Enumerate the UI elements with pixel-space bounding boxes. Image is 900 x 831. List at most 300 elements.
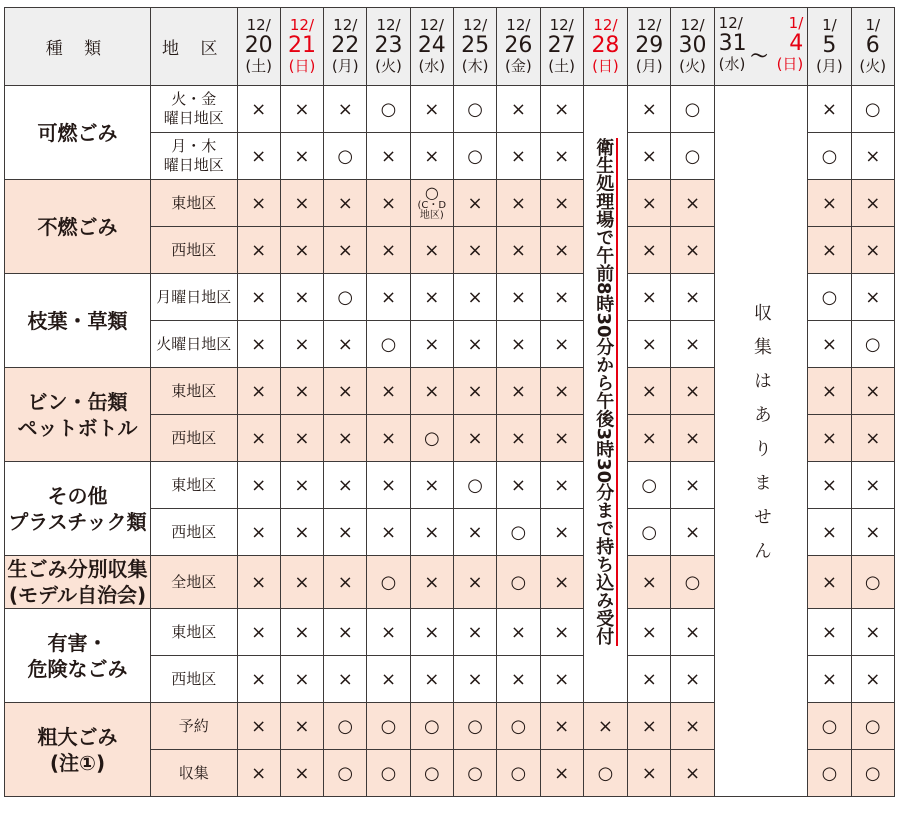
- mark: ×: [251, 571, 267, 593]
- schedule-cell: [628, 556, 671, 609]
- mark: ×: [684, 668, 701, 690]
- schedule-cell: [851, 180, 894, 227]
- schedule-cell: [410, 180, 453, 227]
- mark: ×: [554, 668, 570, 690]
- no-collection-cell: [714, 86, 808, 797]
- mark: ×: [251, 192, 267, 214]
- schedule-cell: [540, 556, 583, 609]
- schedule-cell: [453, 133, 496, 180]
- area-name: 東地区: [171, 622, 217, 641]
- mark: ×: [554, 239, 570, 261]
- mark: ×: [684, 333, 701, 355]
- mark: ×: [337, 333, 353, 355]
- mark: ×: [821, 239, 837, 261]
- area-label: [150, 556, 237, 609]
- area-label: [150, 368, 237, 415]
- mark: ×: [865, 474, 881, 496]
- mark: ×: [337, 98, 353, 120]
- mark: ○: [821, 762, 838, 784]
- schedule-cell: [497, 368, 540, 415]
- schedule-cell: [808, 321, 851, 368]
- schedule-cell: [628, 703, 671, 750]
- mark: ×: [684, 715, 701, 737]
- schedule-cell: [540, 656, 583, 703]
- schedule-cell: [540, 462, 583, 509]
- schedule-cell: [280, 133, 323, 180]
- mark: ×: [865, 668, 881, 690]
- area-name: 西地区: [171, 522, 217, 541]
- mark: ×: [554, 98, 570, 120]
- mark: ×: [821, 380, 837, 402]
- area-name: 月・木 曜日地区: [163, 137, 224, 174]
- mark: ×: [294, 145, 310, 167]
- schedule-cell: [851, 703, 894, 750]
- mark: ○: [684, 571, 701, 593]
- area-label: [150, 656, 237, 703]
- schedule-cell: [540, 609, 583, 656]
- schedule-cell: [453, 274, 496, 321]
- mark: ×: [424, 380, 440, 402]
- mark: ○: [380, 762, 397, 784]
- date-header: [453, 8, 496, 86]
- mark: ○: [467, 715, 483, 737]
- mark: ×: [554, 427, 570, 449]
- category-name: 粗大ごみ (注①): [37, 724, 118, 775]
- schedule-cell: [453, 86, 496, 133]
- area-name: 東地区: [171, 475, 217, 494]
- date-month: 12/: [718, 14, 743, 32]
- mark: ×: [684, 521, 701, 543]
- schedule-cell: [497, 415, 540, 462]
- schedule-cell: [628, 86, 671, 133]
- area-label: [150, 321, 237, 368]
- area-label: [150, 415, 237, 462]
- mark: ×: [641, 668, 657, 690]
- mark: ×: [294, 333, 310, 355]
- category-name: 不燃ごみ: [37, 214, 118, 239]
- mark: ×: [821, 521, 837, 543]
- mark: ×: [510, 621, 526, 643]
- mark: ×: [380, 239, 397, 261]
- mark: ×: [510, 98, 526, 120]
- schedule-cell: [540, 86, 583, 133]
- schedule-cell: [497, 556, 540, 609]
- schedule-cell: [851, 415, 894, 462]
- date-header: [367, 8, 410, 86]
- schedule-cell: [851, 133, 894, 180]
- schedule-cell: [367, 656, 410, 703]
- schedule-cell: [671, 227, 714, 274]
- date-weekday: (土): [245, 57, 273, 76]
- mark: ×: [294, 668, 310, 690]
- no-collection-note: 収集はありません: [750, 303, 772, 575]
- schedule-cell: [851, 609, 894, 656]
- category-label: [5, 462, 151, 556]
- schedule-cell: [497, 274, 540, 321]
- schedule-cell: [280, 227, 323, 274]
- mark: ×: [251, 668, 267, 690]
- mark: ×: [821, 427, 837, 449]
- schedule-cell: [280, 321, 323, 368]
- schedule-cell: [280, 86, 323, 133]
- schedule-cell: [628, 274, 671, 321]
- mark: ○: [337, 715, 354, 737]
- schedule-cell: [497, 609, 540, 656]
- area-name: 西地区: [171, 240, 217, 259]
- mark: ×: [294, 380, 310, 402]
- mark: ×: [554, 145, 570, 167]
- area-name: 西地区: [171, 428, 217, 447]
- schedule-cell: [851, 556, 894, 609]
- mark: ×: [641, 192, 657, 214]
- schedule-cell: [671, 368, 714, 415]
- mark: ×: [467, 621, 483, 643]
- mark: ×: [510, 239, 526, 261]
- schedule-cell: [324, 703, 367, 750]
- schedule-cell: [324, 368, 367, 415]
- mark: ×: [554, 715, 570, 737]
- schedule-cell: [851, 656, 894, 703]
- schedule-cell: [324, 227, 367, 274]
- schedule-cell: [851, 462, 894, 509]
- mark: ×: [641, 571, 657, 593]
- mark: ×: [641, 621, 657, 643]
- schedule-cell: [237, 227, 280, 274]
- schedule-cell: [324, 86, 367, 133]
- schedule-cell: [497, 227, 540, 274]
- date-weekday: (日): [776, 54, 804, 73]
- schedule-cell: [324, 274, 367, 321]
- mark: ×: [641, 333, 657, 355]
- mark: ×: [865, 286, 881, 308]
- schedule-cell: [808, 703, 851, 750]
- schedule-cell: [628, 609, 671, 656]
- mark: ×: [641, 286, 657, 308]
- mark: ×: [510, 380, 526, 402]
- mark: ○: [380, 333, 397, 355]
- mark: ×: [641, 380, 657, 402]
- mark: ○: [467, 145, 483, 167]
- mark: ×: [821, 98, 837, 120]
- category-label: [5, 556, 151, 609]
- schedule-cell: [324, 180, 367, 227]
- schedule-cell: [540, 133, 583, 180]
- mark: ×: [684, 762, 701, 784]
- schedule-cell: [628, 750, 671, 797]
- mark: ×: [251, 239, 267, 261]
- mark: ×: [684, 286, 701, 308]
- date-weekday: (月): [635, 57, 663, 76]
- schedule-cell: [628, 321, 671, 368]
- mark: ×: [684, 427, 701, 449]
- mark: ×: [294, 286, 310, 308]
- schedule-cell: [280, 656, 323, 703]
- mark: ×: [641, 715, 657, 737]
- mark: ○: [510, 571, 527, 593]
- mark: ×: [641, 427, 657, 449]
- mark: ×: [821, 668, 837, 690]
- category-name: ビン・缶類 ペットボトル: [17, 389, 138, 440]
- schedule-cell: [280, 703, 323, 750]
- area-name: 東地区: [171, 193, 217, 212]
- mark: ×: [337, 239, 353, 261]
- schedule-cell: [237, 321, 280, 368]
- schedule-cell: [324, 321, 367, 368]
- schedule-cell: [540, 415, 583, 462]
- date-month: 12/: [376, 16, 401, 35]
- mark: ×: [380, 521, 397, 543]
- mark: ○: [424, 182, 439, 202]
- schedule-cell: [628, 227, 671, 274]
- schedule-cell: [367, 86, 410, 133]
- schedule-cell: [453, 703, 496, 750]
- schedule-cell: [808, 750, 851, 797]
- date-header: [540, 8, 583, 86]
- schedule-cell: [237, 462, 280, 509]
- schedule-cell: [367, 556, 410, 609]
- area-name: 全地区: [171, 572, 217, 591]
- date-month: 12/: [637, 16, 662, 35]
- date-weekday: (水): [418, 57, 446, 76]
- mark: ×: [337, 571, 353, 593]
- mark: ○: [864, 571, 881, 593]
- schedule-cell: [237, 133, 280, 180]
- mark: ×: [294, 571, 310, 593]
- mark: ×: [424, 98, 440, 120]
- mark: ×: [597, 715, 613, 737]
- date-header: [583, 8, 627, 86]
- date-weekday: (木): [461, 57, 489, 76]
- schedule-cell: [280, 609, 323, 656]
- mark: ×: [294, 715, 310, 737]
- mark: ×: [467, 571, 483, 593]
- date-weekday: (金): [505, 57, 532, 76]
- mark: ○: [641, 521, 658, 543]
- date-day: 5: [822, 32, 837, 58]
- schedule-cell: [410, 556, 453, 609]
- schedule-cell: [497, 133, 540, 180]
- schedule-cell: [453, 656, 496, 703]
- date-weekday: (火): [679, 57, 706, 76]
- mark: ×: [821, 474, 837, 496]
- mark: ×: [554, 621, 570, 643]
- schedule-cell: [280, 180, 323, 227]
- schedule-cell: [453, 321, 496, 368]
- schedule-cell: [671, 133, 714, 180]
- schedule-cell: [671, 556, 714, 609]
- mark: ×: [251, 286, 267, 308]
- schedule-cell: [410, 415, 453, 462]
- schedule-cell: [540, 321, 583, 368]
- special-note-cell: [583, 86, 627, 703]
- mark: ×: [424, 474, 440, 496]
- mark: ×: [380, 621, 397, 643]
- date-month: 12/: [419, 16, 444, 35]
- mark: ×: [337, 621, 353, 643]
- schedule-cell: [410, 133, 453, 180]
- schedule-cell: [851, 321, 894, 368]
- schedule-cell: [671, 86, 714, 133]
- schedule-cell: [628, 656, 671, 703]
- schedule-cell: [367, 227, 410, 274]
- mark: ×: [865, 427, 881, 449]
- category-name: その他 プラスチック類: [8, 483, 147, 534]
- mark: ×: [380, 668, 397, 690]
- date-month: 12/: [506, 16, 531, 35]
- date-month: 1/: [788, 14, 804, 32]
- schedule-cell: [367, 133, 410, 180]
- schedule-cell: [851, 227, 894, 274]
- schedule-cell: [237, 86, 280, 133]
- mark: ×: [294, 762, 310, 784]
- mark: ×: [424, 571, 440, 593]
- schedule-cell: [497, 703, 540, 750]
- category-label: [5, 86, 151, 180]
- mark: ×: [467, 427, 483, 449]
- mark: ×: [251, 380, 267, 402]
- schedule-cell: [410, 86, 453, 133]
- date-day: 31: [718, 30, 747, 56]
- category-label: [5, 368, 151, 462]
- schedule-cell: [410, 462, 453, 509]
- mark: ×: [380, 427, 397, 449]
- schedule-cell: [324, 415, 367, 462]
- date-month: 12/: [289, 16, 315, 35]
- schedule-cell: [324, 556, 367, 609]
- date-header: [808, 8, 851, 86]
- mark: ×: [684, 239, 701, 261]
- schedule-cell: [540, 274, 583, 321]
- schedule-cell: [410, 227, 453, 274]
- schedule-cell: [410, 509, 453, 556]
- schedule-cell: [410, 656, 453, 703]
- date-day: 26: [504, 32, 533, 58]
- schedule-cell: [367, 750, 410, 797]
- mark: ×: [294, 621, 310, 643]
- schedule-cell: [367, 274, 410, 321]
- mark: ○: [380, 571, 397, 593]
- mark: ×: [684, 474, 701, 496]
- mark: ×: [510, 668, 526, 690]
- mark: ×: [251, 98, 267, 120]
- schedule-cell: [808, 368, 851, 415]
- mark: ○: [684, 98, 701, 120]
- mark: ×: [510, 192, 526, 214]
- area-label: [150, 609, 237, 656]
- schedule-cell: [280, 368, 323, 415]
- mark: ○: [821, 145, 838, 167]
- schedule-cell: [628, 462, 671, 509]
- date-header: [851, 8, 894, 86]
- schedule-cell: [671, 321, 714, 368]
- schedule-cell: [237, 750, 280, 797]
- area-label: [150, 180, 237, 227]
- mark: ○: [467, 474, 483, 496]
- date-day: 6: [865, 32, 880, 58]
- date-header: [280, 8, 323, 86]
- date-header: [237, 8, 280, 86]
- schedule-cell: [237, 656, 280, 703]
- mark: ×: [641, 145, 657, 167]
- mark: ×: [554, 762, 570, 784]
- mark: ×: [821, 621, 837, 643]
- mark: ○: [467, 98, 483, 120]
- area-label: [150, 509, 237, 556]
- date-month: 12/: [593, 16, 618, 35]
- area-name: 火・金 曜日地区: [163, 90, 224, 127]
- schedule-cell: [453, 509, 496, 556]
- schedule-cell: [851, 274, 894, 321]
- area-name: 火曜日地区: [156, 334, 232, 353]
- schedule-cell: [280, 274, 323, 321]
- mark: ○: [510, 521, 527, 543]
- mark: ×: [380, 192, 397, 214]
- schedule-cell: [540, 750, 583, 797]
- mark: ○: [423, 762, 440, 784]
- mark: ×: [865, 380, 881, 402]
- schedule-cell: [671, 274, 714, 321]
- schedule-cell: [671, 415, 714, 462]
- mark: ×: [294, 521, 310, 543]
- category-name: 生ごみ分別収集 (モデル自治会): [7, 557, 148, 607]
- mark: ○: [380, 98, 397, 120]
- schedule-cell: [671, 750, 714, 797]
- date-day: 22: [331, 32, 360, 58]
- mark: ×: [380, 286, 397, 308]
- mark: ×: [380, 145, 397, 167]
- mark: ×: [641, 762, 657, 784]
- schedule-cell: [497, 656, 540, 703]
- schedule-cell: [410, 703, 453, 750]
- schedule-cell: [851, 509, 894, 556]
- date-weekday: (日): [592, 57, 619, 76]
- schedule-cell: [280, 462, 323, 509]
- mark: ×: [251, 474, 267, 496]
- date-weekday: (日): [288, 57, 316, 76]
- schedule-cell: [808, 609, 851, 656]
- area-name: 東地区: [171, 381, 217, 400]
- special-note: 衛生処理場で午前8時30分から午後3時30分まで持ち込み受付: [593, 138, 619, 645]
- schedule-cell: [540, 368, 583, 415]
- mark: ×: [294, 474, 310, 496]
- schedule-cell: [808, 556, 851, 609]
- mark: ×: [337, 427, 353, 449]
- area-name: 月曜日地区: [156, 287, 232, 306]
- mark: ○: [641, 474, 658, 496]
- mark: ×: [684, 380, 701, 402]
- mark: ×: [337, 192, 353, 214]
- schedule-cell: [808, 462, 851, 509]
- mark: ○: [864, 715, 881, 737]
- mark: ×: [554, 474, 570, 496]
- schedule-cell: [453, 556, 496, 609]
- schedule-cell: [367, 462, 410, 509]
- schedule-cell: [497, 462, 540, 509]
- category-label: [5, 274, 151, 368]
- schedule-cell: [808, 227, 851, 274]
- schedule-cell: [671, 509, 714, 556]
- schedule-cell: [280, 415, 323, 462]
- mark: ×: [510, 474, 526, 496]
- mark: ×: [554, 286, 570, 308]
- date-day: 25: [461, 32, 490, 58]
- mark: ×: [294, 192, 310, 214]
- mark: ×: [510, 286, 526, 308]
- schedule-cell: [628, 133, 671, 180]
- area-label: [150, 274, 237, 321]
- mark: ×: [337, 521, 353, 543]
- mark: ×: [380, 380, 397, 402]
